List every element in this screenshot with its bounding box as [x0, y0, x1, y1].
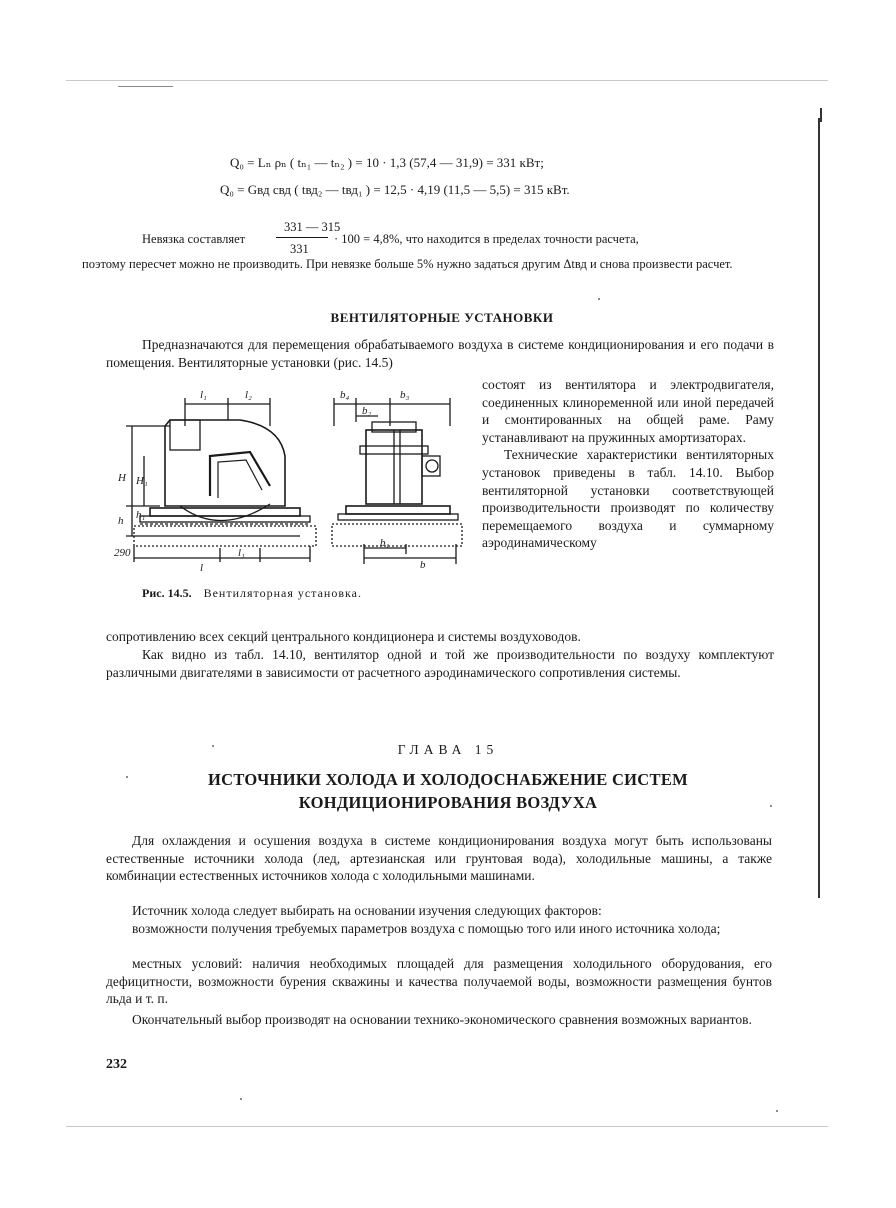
scan-mark	[118, 86, 173, 87]
margin-tick	[812, 108, 822, 122]
chapter-para-5: Окончательный выбор производят на основании технико-экономического сравнения возможных вариантов.	[132, 1012, 752, 1027]
speck	[126, 776, 128, 778]
label-b1: b₁	[380, 537, 390, 549]
label-H: H	[118, 472, 126, 484]
label-b2: b₂	[362, 405, 372, 417]
label-b3: b₃	[400, 389, 410, 401]
discrepancy-rest: поэтому пересчет можно не производить. При невязке больше 5% нужно задаться другим Δtвд и снова произвести расчет.	[82, 257, 733, 271]
label-b4: b₄	[340, 389, 350, 401]
speck	[240, 1098, 242, 1100]
label-h: h	[118, 515, 124, 527]
chapter-para-4: местных условий: наличия необходимых площадей для размещения холодильного оборудования, его дефицитности, возможности бурения скважины и качества получаемой воды, возможности размещения бунтов льда и т. п.	[106, 956, 772, 1007]
section-continuation: сопротивлению всех секций центрального кондиционера и системы воздуховодов.	[106, 629, 581, 644]
right-text-1: состоят из вентилятора и электродвигателя, соединенных клиноременной или иной передачей и смонтированных на общей раме. Раму устанавливают на пружинных амортизаторах.	[482, 377, 774, 445]
label-b: b	[420, 559, 426, 571]
label-l: l	[200, 562, 204, 574]
discrepancy-lead: Невязка составляет	[142, 232, 246, 246]
speck	[770, 805, 772, 807]
fraction-denominator: 331	[290, 242, 309, 256]
chapter-title	[0, 768, 896, 814]
chapter-para-3: возможности получения требуемых параметров воздуха с помощью того или иного источника холода;	[132, 921, 721, 936]
top-rule	[66, 80, 828, 81]
fraction-bar	[276, 237, 328, 238]
figure-caption	[142, 586, 362, 601]
right-text-2: Технические характеристики вентиляторных установок приведены в табл. 14.10. Выбор вентиляторной установки соответствующей производительности производят по количеству перемещаемого воздуха и суммарному аэродинамическому	[482, 447, 774, 551]
label-h1: h₁	[136, 509, 146, 521]
chapter-title-line-2: КОНДИЦИОНИРОВАНИЯ ВОЗДУХА	[298, 793, 598, 812]
formula-air: Q₀ = Lₙ ρₙ ( tₙ₁ — tₙ₂ ) = 10 · 1,3 (57,4 — 31,9) = 331 кВт;	[230, 155, 544, 170]
label-l1: l₁	[238, 547, 245, 559]
section-right-column	[482, 376, 774, 552]
caption-text: Вентиляторная установка.	[203, 586, 362, 600]
formula-water: Q₀ = Gвд cвд ( tвд₂ — tвд₁ ) = 12,5 · 4,19 (11,5 — 5,5) = 315 кВт.	[220, 182, 570, 197]
section-heading: ВЕНТИЛЯТОРНЫЕ УСТАНОВКИ	[330, 310, 554, 325]
fraction-numerator: 331 — 315	[284, 220, 341, 234]
bottom-rule	[66, 1126, 828, 1127]
speck	[776, 1110, 778, 1112]
caption-number: Рис. 14.5.	[142, 586, 192, 600]
speck	[598, 298, 600, 300]
chapter-para-2: Источник холода следует выбирать на основании изучения следующих факторов:	[132, 903, 602, 918]
label-H1: H₁	[136, 475, 148, 487]
label-290: 290	[114, 547, 131, 559]
chapter-para-1: Для охлаждения и осушения воздуха в системе кондиционирования воздуха могут быть использованы естественные источники холода (лед, артезианская или грунтовая вода), холодильные машины, а также комбинации естественных источников холода с холодильными машинами.	[106, 833, 772, 884]
chapter-label: ГЛАВА 15	[397, 742, 499, 757]
page-number: 232	[106, 1057, 127, 1072]
fan-unit-figure	[110, 386, 480, 576]
section-intro: Предназначаются для перемещения обрабатываемого воздуха в системе кондиционирования и его подачи в помещения. Вентиляторные установки (рис. 14.5)	[106, 337, 774, 370]
label-l1-top: l₁	[200, 389, 207, 401]
speck	[212, 745, 214, 747]
fan-unit-drawing	[110, 386, 480, 576]
section-para-2: Как видно из табл. 14.10, вентилятор одной и той же производительности по воздуху комплектуют различными двигателями в зависимости от расчетного аэродинамического сопротивления системы.	[106, 647, 774, 680]
chapter-title-line-1: ИСТОЧНИКИ ХОЛОДА И ХОЛОДОСНАБЖЕНИЕ СИСТЕМ	[207, 770, 689, 789]
label-l2-top: l₂	[245, 389, 252, 401]
discrepancy-tail: · 100 = 4,8%, что находится в пределах точности расчета,	[334, 232, 639, 246]
